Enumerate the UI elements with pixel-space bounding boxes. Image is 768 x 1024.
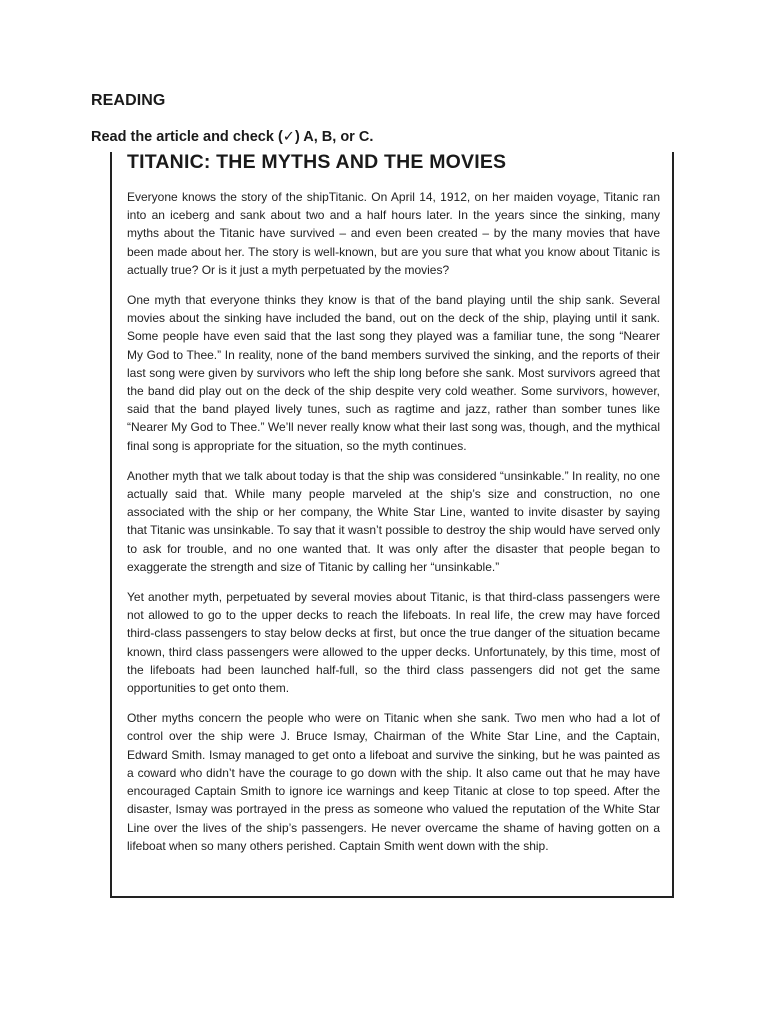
article-body [127,188,660,867]
article-paragraph-1: Everyone knows the story of the shipTitanic. On April 14, 1912, on her maiden voyage, Titanic ran into an iceberg and sank about two and a half hours later. In the years since the sinking, many myths about the Titanic have survived – and even been created – by the many movies that have been made about her. The story is well-known, but are you sure that what you know about Titanic is actually true? Or is it just a myth perpetuated by the movies? [127,190,660,277]
article-frame [110,152,674,898]
article-paragraph-2: One myth that everyone thinks they know is that of the band playing until the ship sank. Several movies about the sinking have included the band, out on the deck of the ship, playing until it sank. Some people have even said that the last song they played was a familiar tune, the song “Nearer My God to Thee.” In reality, none of the band members survived the sinking, and the reports of their last song were given by survivors who left the ship long before she sank. Most survivors agreed that the band did play out on the deck of the ship despite very cold weather. Some survivors, however, said that the band played lively tunes, such as ragtime and jazz, rather than somber tunes like “Nearer My God to Thee.” We’ll never really know what their last song was, though, and the mythical final song is appropriate for the situation, so the myth continues. [127,293,660,453]
article-paragraph-4: Yet another myth, perpetuated by several movies about Titanic, is that third-class passengers were not allowed to go to the upper decks to reach the lifeboats. In real life, the crew may have forced third-class passengers to stay below decks at first, but once the true danger of the situation became known, third class passengers were allowed to the upper decks. Unfortunately, by this time, most of the lifeboats had been launched half-full, so the third class passengers did not get the same opportunities to get onto them. [127,590,660,696]
exercise-instruction: Read the article and check (✓) A, B, or C. [91,129,374,145]
article-title: TITANIC: THE MYTHS AND THE MOVIES [127,151,507,173]
article-paragraph-3: Another myth that we talk about today is that the ship was considered “unsinkable.” In reality, no one actually said that. While many people marveled at the ship’s size and construction, no one associated with the ship or her company, the White Star Line, wanted to invite disaster by saying that Titanic was unsinkable. To say that it wasn’t possible to destroy the ship would have served only to ask for trouble, and no one wanted that. It was only after the disaster that people began to exaggerate the strength and size of Titanic by calling her “unsinkable.” [127,468,660,574]
section-heading: READING [91,92,166,109]
article-paragraph-5: Other myths concern the people who were on Titanic when she sank. Two men who had a lot of control over the ship were J. Bruce Ismay, Chairman of the White Star Line, and the Captain, Edward Smith. Ismay managed to get onto a lifeboat and survive the sinking, but he was painted as a coward who didn’t have the courage to go down with the ship. It also came out that he may have encouraged Captain Smith to ignore ice warnings and keep Titanic at close to top speed. After the disaster, Ismay was portrayed in the press as someone who valued the reputation of the White Star Line over the lives of the ship’s passengers. He never overcame the shame of having gotten on a lifeboat when so many others perished. Captain Smith went down with the ship. [127,711,660,853]
